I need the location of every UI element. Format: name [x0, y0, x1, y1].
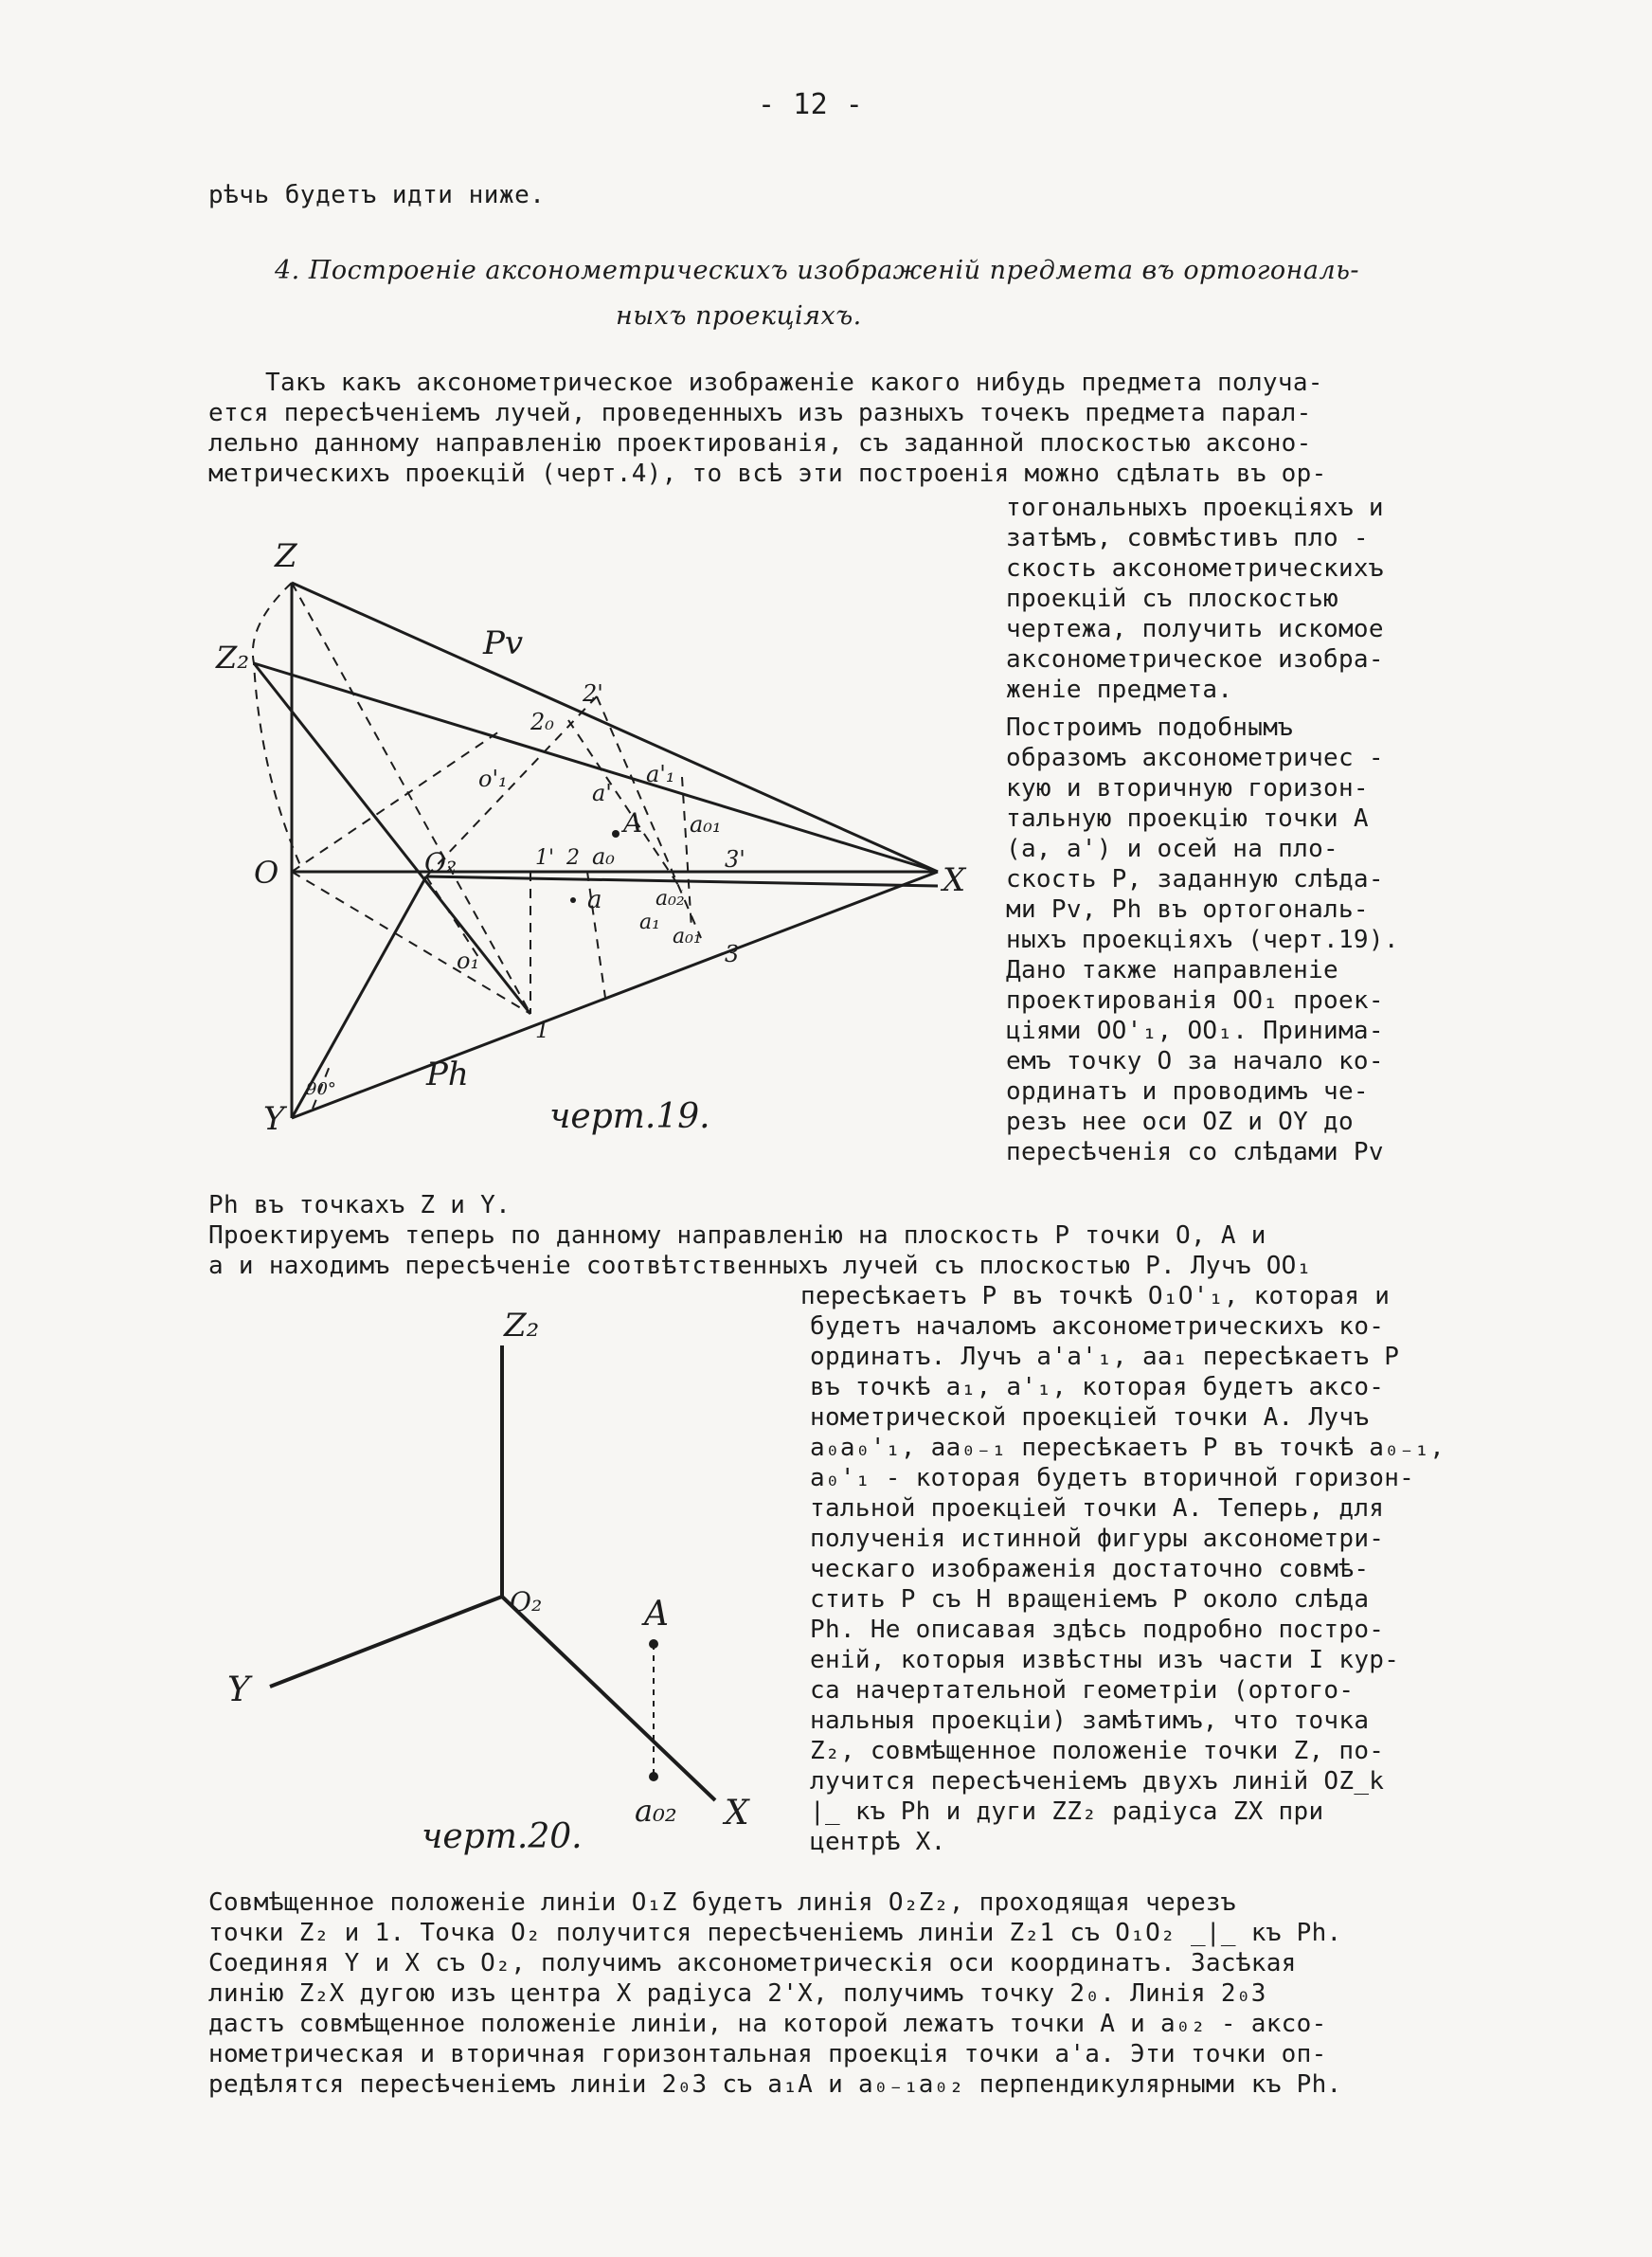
column-1-line: чертежа, получить искомое — [1006, 615, 1384, 643]
fig20-point-a02 — [649, 1772, 658, 1781]
fig19-label-a01: a₀₁ — [690, 811, 722, 838]
section-heading-line1: 4. Построеніе аксонометрическихъ изображеній предмета въ ортогональ- — [275, 256, 1360, 285]
column-1-line: скость Р, заданную слѣда- — [1006, 865, 1384, 894]
fig19-label-a1: a₁ — [639, 911, 660, 934]
column-1-line: женіе предмета. — [1006, 676, 1233, 704]
fig19-label-x: X — [943, 861, 966, 899]
column-2-line: а₀'₁ - которая будетъ вторичной горизон- — [810, 1464, 1415, 1492]
fig19-label-o2: O₂ — [424, 847, 458, 878]
column-2-line: лучится пересѣченіемъ двухъ линій OZ_k — [810, 1767, 1385, 1796]
column-2-line: Рh. Не описавая здѣсь подробно постро- — [810, 1616, 1385, 1644]
column-1-line: образомъ аксонометричес - — [1006, 744, 1384, 772]
paragraph-1-line: лельно данному направленію проектированія, съ заданной плоскостью аксоно- — [208, 429, 1312, 458]
column-2-line: еній, которыя извѣстны изъ части I кур- — [810, 1646, 1400, 1674]
column-1-line: затѣмъ, совмѣстивъ пло - — [1006, 524, 1369, 552]
fig19-dash-8 — [568, 720, 682, 891]
fig19-label-o1-lower: o₁ — [457, 948, 480, 974]
fig19-label-o1-upper: o'₁ — [478, 766, 508, 792]
column-1-line: проекцій съ плоскостью — [1006, 585, 1338, 613]
fig19-label-a1-prime: a'₁ — [646, 761, 675, 787]
paragraph-3-line: точки Z₂ и 1. Точка О₂ получится пересѣченіемъ линіи Z₂1 съ О₁О₂ _|_ къ Рh. — [208, 1919, 1342, 1947]
column-1-line: (а, а') и осей на пло- — [1006, 835, 1338, 863]
fig19-dash-2 — [292, 872, 530, 1014]
fig19-label-3-prime: 3' — [725, 846, 745, 873]
column-1-line: кую и вторичную горизон- — [1006, 774, 1369, 803]
fig19-label-2: 2 — [566, 846, 580, 870]
column-2-line: нальныя проекціи) замѣтимъ, что точка — [810, 1706, 1370, 1735]
fig20-label-x: X — [725, 1794, 749, 1833]
fig20-label-z2: Z₂ — [504, 1307, 540, 1345]
column-1-line: тогональныхъ проекціяхъ и — [1006, 494, 1384, 522]
column-1-line: резъ нее оси ОZ и ОY до — [1006, 1108, 1354, 1136]
paragraph-3-line: дастъ совмѣщенное положеніе линіи, на которой лежатъ точки А и а₀₂ - аксо- — [208, 2010, 1327, 2038]
column-2-line: центрѣ X. — [810, 1828, 946, 1856]
paragraph-2-line: Проектируемъ теперь по данному направленію на плоскость Р точки О, А и — [208, 1221, 1266, 1250]
column-2-line: тальной проекціей точки А. Теперь, для — [810, 1494, 1385, 1523]
fig19-arc — [253, 583, 303, 872]
fig20-label-a-big: A — [644, 1595, 669, 1634]
fig19-line-o2x — [426, 876, 938, 886]
column-1-line: тальную проекцію точки А — [1006, 804, 1369, 833]
paragraph-3-line: линію Z₂X дугою изъ центра X радіуса 2'X, получимъ точку 2₀. Линія 2₀3 — [208, 1979, 1266, 2008]
fig19-label-pv: Pv — [483, 624, 524, 662]
paragraph-3-line: нометрическая и вторичная горизонтальная проекція точки а'а. Эти точки оп- — [208, 2040, 1327, 2068]
fig19-label-o: O — [254, 855, 279, 891]
fig19-label-a0: a₀ — [592, 843, 615, 870]
paragraph-1-line: Такъ какъ аксонометрическое изображеніе какого нибудь предмета получа- — [265, 369, 1323, 397]
fig19-label-y: Y — [263, 1100, 285, 1137]
fig20-point-a — [649, 1639, 658, 1649]
fig19-label-a: a — [587, 886, 602, 914]
fig19-point-a-prime — [570, 897, 576, 903]
column-1-line: аксонометрическое изобра- — [1006, 645, 1384, 674]
fig19-caption: черт.19. — [549, 1097, 710, 1136]
intro-line: рѣчь будетъ идти ниже. — [208, 181, 546, 209]
fig19-label-a02: a₀₂ — [655, 887, 685, 911]
figure-19 — [208, 531, 985, 1137]
section-heading-line2: ныхъ проекціяхъ. — [616, 301, 862, 331]
column-2-line: а₀а₀'₁, аа₀₋₁ пересѣкаетъ Р въ точкѣ а₀₋₁, — [810, 1434, 1446, 1462]
fig19-label-a-prime: a' — [592, 780, 612, 806]
fig19-label-3: 3 — [725, 941, 740, 967]
fig20-label-o2: O₂ — [510, 1586, 543, 1617]
fig19-label-a-big: A — [623, 807, 643, 839]
column-1-line: проектированія ОО₁ проек- — [1006, 986, 1384, 1015]
column-1-line: ныхъ проекціяхъ (черт.19). — [1006, 926, 1399, 954]
fig19-point-a — [612, 830, 620, 838]
column-2-line: нометрической проекціей точки А. Лучъ — [810, 1403, 1370, 1432]
fig20-label-y: Y — [227, 1670, 250, 1709]
fig19-line-pv — [292, 583, 938, 872]
fig19-label-z2: Z₂ — [216, 640, 250, 676]
fig19-label-z: Z — [275, 537, 297, 575]
fig20-caption: черт.20. — [422, 1817, 583, 1856]
fig19-line-ph — [292, 872, 938, 1118]
fig19-label-a01-lower: a₀₁ — [673, 925, 702, 948]
column-1-line: ми Рv, Рh въ ортогональ- — [1006, 895, 1369, 924]
fig19-label-1: 1 — [535, 1017, 550, 1043]
fig19-label-ph: Ph — [426, 1056, 469, 1093]
fig19-label-2-zero: 2₀ — [530, 709, 554, 735]
paragraph-1-line: метрическихъ проекцій (черт.4), то всѣ эти построенія можно сдѣлать въ ор- — [208, 460, 1327, 488]
paragraph-2-line: Рh въ точкахъ Z и Y. — [208, 1191, 512, 1219]
column-1-line: ціями ОО'₁, ОО₁. Принима- — [1006, 1017, 1384, 1045]
column-1-line: пересѣченія со слѣдами Рv — [1006, 1138, 1384, 1166]
column-2-line: ческаго изображенія достаточно совмѣ- — [810, 1555, 1370, 1583]
column-2-line: въ точкѣ а₁, а'₁, которая будетъ акcо- — [810, 1373, 1385, 1401]
paragraph-2-line: а и находимъ пересѣченіе соотвѣтственныхъ лучей съ плоскостью Р. Лучъ ОО₁ — [208, 1252, 1312, 1280]
fig19-label-2-prime: 2' — [583, 680, 603, 707]
figure-20 — [208, 1289, 777, 1857]
column-2-line: будетъ началомъ аксонометрическихъ ко- — [810, 1312, 1385, 1341]
fig20-label-a02: a₀₂ — [635, 1793, 677, 1829]
fig19-label-1-prime: 1' — [535, 846, 555, 870]
fig20-axis-y — [270, 1597, 502, 1687]
column-2-line: полученія истинной фигуры аксонометри- — [810, 1525, 1385, 1553]
column-2-line: са начертательной геометріи (ортого- — [810, 1676, 1355, 1705]
column-1-line: Дано также направленіе — [1006, 956, 1338, 984]
column-2-line: ординатъ. Лучъ а'а'₁, аа₁ пересѣкаетъ Р — [810, 1343, 1400, 1371]
fig20-axis-x — [502, 1597, 715, 1800]
paragraph-3-line: Совмѣщенное положеніе линіи О₁Z будетъ линія О₂Z₂, проходящая черезъ — [208, 1888, 1236, 1917]
column-1-line: Построимъ подобнымъ — [1006, 713, 1294, 742]
column-2-line: стить Р съ Н вращеніемъ Р около слѣда — [810, 1585, 1370, 1614]
paragraph-3-line: Соединяя Y и X съ О₂, получимъ аксонометрическія оси координатъ. Засѣкая — [208, 1949, 1297, 1977]
column-1-line: емъ точку О за начало ко- — [1006, 1047, 1384, 1075]
fig19-label-angle: 90° — [306, 1079, 336, 1099]
column-2-line: |_ къ Рh и дуги ZZ₂ радіуса ZX при — [810, 1797, 1324, 1826]
fig19-line-z2-1 — [254, 663, 530, 1014]
paragraph-3-line: редѣлятся пересѣченіемъ линіи 2₀3 съ а₁А и а₀₋₁а₀₂ перпендикулярными къ Рh. — [208, 2070, 1342, 2099]
page-number: - 12 - — [758, 88, 864, 121]
column-2-line: пересѣкаетъ Р въ точкѣ О₁О'₁, которая и — [800, 1282, 1391, 1310]
paragraph-1-line: ется пересѣченіемъ лучей, проведенныхъ изъ разныхъ точекъ предмета парал- — [208, 399, 1312, 427]
column-2-line: Z₂, совмѣщенное положеніе точки Z, по- — [810, 1737, 1385, 1765]
column-1-line: скость аксонометрическихъ — [1006, 554, 1384, 583]
column-1-line: ординатъ и проводимъ че- — [1006, 1077, 1369, 1106]
